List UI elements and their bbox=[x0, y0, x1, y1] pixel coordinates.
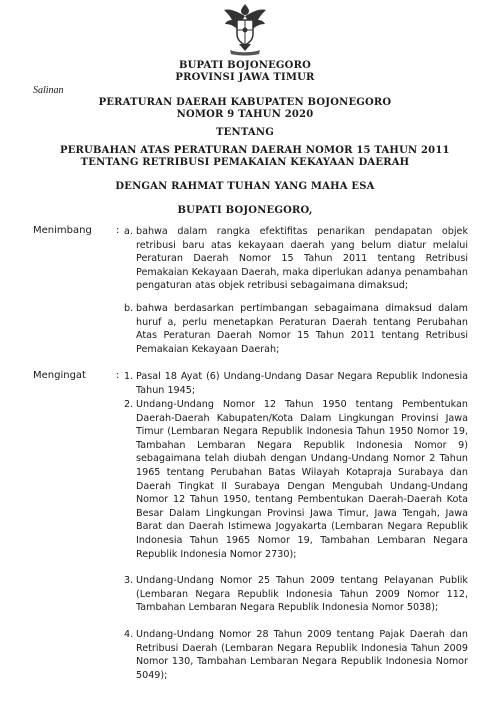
menimbang-label: Menimbang bbox=[33, 225, 92, 236]
item-text: Undang-Undang Nomor 25 Tahun 2009 tentang Pelayanan Publik (Lembaran Negara Republik Indonesia Tahun 2009 Nomor 112, Tambahan Lembaran Negara Republik Indonesia Nomor 5038); bbox=[136, 575, 468, 614]
menimbang-colon: : bbox=[116, 225, 120, 236]
mengingat-item-2 bbox=[124, 398, 468, 561]
item-marker: 1. bbox=[124, 371, 134, 382]
mengingat-item-3 bbox=[124, 574, 468, 615]
mengingat-colon: : bbox=[116, 370, 120, 381]
blessing-line: DENGAN RAHMAT TUHAN YANG MAHA ESA bbox=[115, 181, 375, 192]
menimbang-item-b bbox=[124, 302, 468, 356]
salinan-label: Salinan bbox=[33, 85, 64, 96]
mengingat-item-4 bbox=[124, 628, 468, 682]
item-text: bahwa berdasarkan pertimbangan sebagaimana dimaksud dalam huruf a, perlu menetapkan Peraturan Daerah tentang Perubahan Atas Peraturan Daerah Nomor 15 Tahun 2011 tentang Retribusi Pemakaian Kekayaan Daerah; bbox=[136, 303, 468, 355]
item-marker: 2. bbox=[124, 399, 134, 410]
mengingat-item-1 bbox=[124, 370, 468, 397]
regulation-subject-line-1: PERUBAHAN ATAS PERATURAN DAERAH NOMOR 15 TAHUN 2011 bbox=[60, 145, 450, 156]
item-marker: b. bbox=[124, 303, 134, 314]
item-marker: 3. bbox=[124, 575, 134, 586]
item-text: Pasal 18 Ayat (6) Undang-Undang Dasar Negara Republik Indonesia Tahun 1945; bbox=[136, 371, 468, 396]
regulation-subject-line-2: TENTANG RETRIBUSI PEMAKAIAN KEKAYAAN DAERAH bbox=[80, 157, 410, 168]
regulation-title: PERATURAN DAERAH KABUPATEN BOJONEGORO bbox=[98, 97, 392, 108]
header-bupati: BUPATI BOJONEGORO bbox=[178, 60, 311, 71]
header-provinsi: PROVINSI JAWA TIMUR bbox=[175, 72, 315, 83]
item-marker: 4. bbox=[124, 629, 134, 640]
item-text: Undang-Undang Nomor 28 Tahun 2009 tentang Pajak Daerah dan Retribusi Daerah (Lembaran Negara Republik Indonesia Tahun 2009 Nomor 130, Tambahan Lembaran Negara Republik Indonesia Nomor 5049); bbox=[136, 629, 468, 681]
menimbang-item-a bbox=[124, 225, 468, 293]
mengingat-label: Mengingat bbox=[33, 370, 86, 381]
garuda-emblem-icon bbox=[222, 2, 268, 56]
regulation-number: NOMOR 9 TAHUN 2020 bbox=[176, 109, 314, 120]
tentang-label: TENTANG bbox=[216, 127, 274, 138]
item-text: bahwa dalam rangka efektifitas penarikan pendapatan objek retribusi baru atas kekayaan daerah yang belum diatur melalui Peraturan Daerah Nomor 15 Tahun 2011 tentang Retribusi Pemakaian Kekayaan Daerah, maka diperlukan adanya penambahan pengaturan atas objek retribusi sebagaimana dimaksud; bbox=[136, 226, 468, 292]
item-marker: a. bbox=[124, 226, 133, 237]
item-text: Undang-Undang Nomor 12 Tahun 1950 tentang Pembentukan Daerah-Daerah Kabupaten/Kota Dalam Lingkungan Provinsi Jawa Timur (Lembaran Negara Republik Indonesia Tahun 1950 Nomor 19, Tambahan Lembaran Negara Republik Indonesia Nomor 9) sebagaimana telah diubah dengan Undang-Undang Nomor 2 Tahun 1965 tentang Perubahan Batas Wilayah Kotapraja Surabaya dan Daerah Tingkat II Surabaya Dengan Mengubah Undang-Undang Nomor 12 Tahun 1950, tentang Pembentukan Daerah-Daerah Kota Besar Dalam Lingkungan Provinsi Jawa Timur, Jawa Tengah, Jawa Barat dan Daerah Istimewa Jogyakarta (Lembaran Negara Republik Indonesia Tahun 1965 Nomor 19, Tambahan Lembaran Negara Republik Indonesia Nomor 2730); bbox=[136, 399, 468, 560]
bupati-signatory: BUPATI BOJONEGORO, bbox=[177, 205, 313, 216]
